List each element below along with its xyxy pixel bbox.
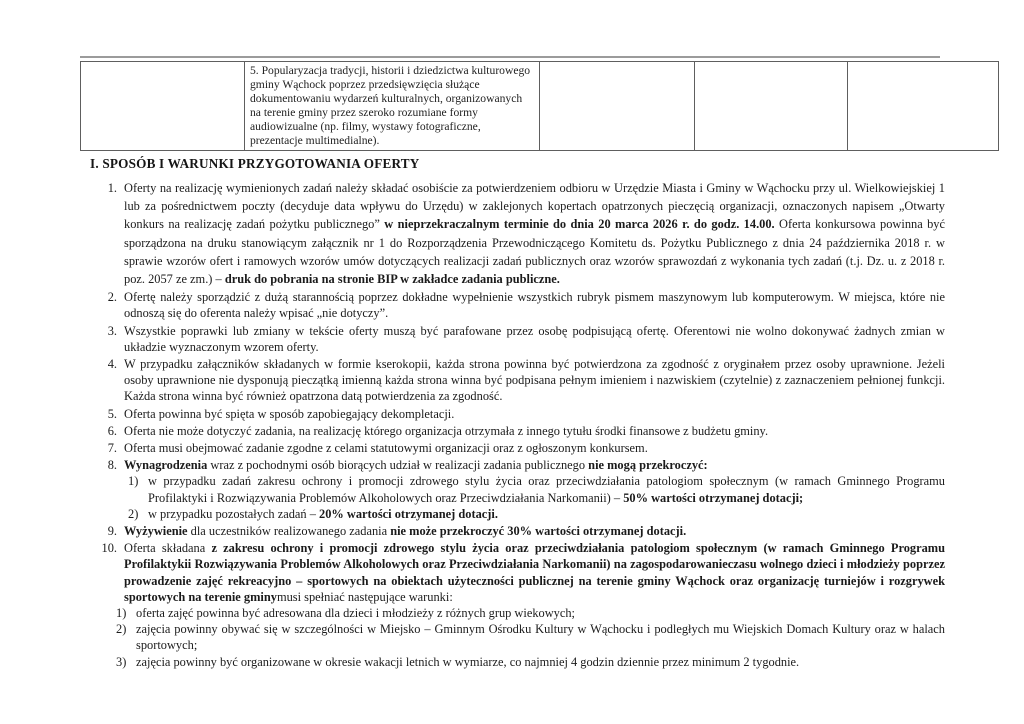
sub-item-8-1 xyxy=(124,473,945,505)
tasks-table xyxy=(80,61,999,151)
section-content xyxy=(90,156,945,671)
item-text xyxy=(124,423,945,439)
text-segment: dla uczestników realizowanego zadania xyxy=(187,524,391,539)
list-item-3 xyxy=(90,323,945,355)
text-segment-bold: w nieprzekraczalnym terminie do dnia 20 marca 2026 r. do godz. 14.00. xyxy=(384,217,775,232)
text-segment: Oferta musi obejmować zadanie zgodne z celami statutowymi organizacji oraz z ogłoszonym konkursem. xyxy=(124,441,648,456)
list-item-10 xyxy=(90,540,945,670)
sub-item-10-2 xyxy=(116,621,945,653)
text-segment: W przypadku załączników składanych w formie kserokopii, każda strona powinna być potwierdzona za zgodność z oryginałem przez osoby uprawnione. Jeżeli osoby uprawnione nie dysponują pieczątką imienną każda strona winna być podpisana pełnym imieniem i nazwiskiem (czytelnie) z zaznaczeniem pełnionej funkcji. Każda strona winna być również opatrzona datą potwierdzenia za zgodność. xyxy=(124,357,945,404)
text-segment-bold: Wyżywienie xyxy=(124,524,188,539)
item-text xyxy=(124,540,945,605)
text-segment: Oferta składana xyxy=(124,541,212,556)
list-item-5 xyxy=(90,406,945,422)
item-number: 9. xyxy=(107,524,117,539)
text-segment: zajęcia powinny być organizowane w okresie wakacji letnich w wymiarze, co najmniej 4 godzin dziennie przez minimum 2 tygodnie. xyxy=(136,654,800,669)
item-text xyxy=(124,523,945,539)
text-segment: Oferty na realizację wymienionych zadań należy składać osobiście za potwierdzeniem odbioru w Urzędzie Miasta i Gminy w Wąchocku przy ul. Wielkowiejskiej 1 lub za pośrednictwem poczty (decyduje data wpływu do Urzędu) w zaklejonych kopertach opatrzonych pieczęcią organizacji, oznaczonych napisem „Otwarty konkurs na realizację zadań pożytku publicznego” xyxy=(124,181,945,232)
list-item-2 xyxy=(90,289,945,321)
sub-item-text xyxy=(148,473,945,505)
task-description-cell xyxy=(245,62,540,151)
section-title: I. SPOSÓB I WARUNKI PRZYGOTOWANIA OFERTY xyxy=(90,156,420,171)
text-segment-bold: 20% wartości otrzymanej dotacji. xyxy=(319,506,498,521)
item-text xyxy=(124,179,945,288)
sub-item-number: 1) xyxy=(116,606,127,621)
item-text xyxy=(124,457,945,473)
item-number: 2. xyxy=(107,290,117,305)
text-segment: w przypadku pozostałych zadań – xyxy=(148,506,320,521)
text-segment-bold: nie może przekroczyć 30% wartości otrzymanej dotacji. xyxy=(390,524,687,539)
list-item-8 xyxy=(90,457,945,522)
item-number: 6. xyxy=(107,423,117,438)
sub-item-number: 2) xyxy=(128,506,139,521)
sub-item-number: 1) xyxy=(128,474,139,489)
text-segment-bold: 50% wartości otrzymanej dotacji; xyxy=(623,490,804,505)
item-text xyxy=(124,406,945,422)
item-number: 3. xyxy=(107,323,117,338)
table-cell-empty-4 xyxy=(848,62,999,151)
sub-item-8-2 xyxy=(124,506,945,522)
text-segment: musi spełniać następujące warunki: xyxy=(276,589,453,604)
table-cell-empty-1 xyxy=(81,62,245,151)
list-item-4 xyxy=(90,356,945,405)
text-segment: w przypadku zadań zakresu ochrony i promocji zdrowego stylu życia oraz przeciwdziałania patologiom społecznym (w ramach Gminnego Programu Profilaktyki i Rozwiązywania Problemów Alkoholowych oraz Przeciwdziałania Narkomanii) – xyxy=(148,474,945,505)
item-text xyxy=(124,323,945,355)
sub-item-number: 3) xyxy=(116,654,127,669)
sub-item-text xyxy=(136,605,945,621)
text-segment: zajęcia powinny obywać się w szczególności w Miejsko – Gminnym Ośrodku Kultury w Wąchocku i podległych mu Wiejskich Domach Kultury oraz w halach sportowych; xyxy=(136,622,945,653)
item-text xyxy=(124,440,945,456)
list-item-9 xyxy=(90,523,945,539)
sub-item-10-1 xyxy=(116,605,945,621)
sub-item-10-3 xyxy=(116,654,945,670)
item-number: 8. xyxy=(107,458,117,473)
item-number: 1. xyxy=(107,181,117,195)
text-segment: Oferta powinna być spięta w sposób zapobiegający dekompletacji. xyxy=(124,406,455,421)
text-segment-bold: nie mogą przekroczyć: xyxy=(588,458,708,473)
task-description-text: 5. Popularyzacja tradycji, historii i dziedzictwa kulturowego gminy Wąchock poprzez przedsięwzięcia służące dokumentowaniu wydarzeń kulturalnych, organizowanych na terenie gminy przez szeroko rozumiane formy audiowizualne (np. filmy, wystawy fotograficzne, prezentacje multimedialne). xyxy=(250,64,531,147)
text-segment-bold: z zakresu ochrony i promocji zdrowego stylu życia oraz przeciwdziałania patologiom społecznym (w ramach Gminnego Programu Profilaktykii Rozwiązywania Problemów Alkoholowych oraz Przeciwdziałania Narkomanii) na zagospodarowanieczasu wolnego dzieci i młodzieży poprzez prowadzenie zajęć rekreacyjno – sportowych na obiektach użyteczności publicznej na terenie gminy Wąchock oraz organizację turniejów i rozgrywek sportowych na terenie gminy xyxy=(124,541,946,604)
list-item-7 xyxy=(90,440,945,456)
text-segment: Ofertę należy sporządzić z dużą starannością poprzez dokładne wypełnienie wszystkich rubryk pismem maszynowym lub komputerowym. W miejsca, które nie odnoszą się do oferenta należy wpisać „nie dotyczy”. xyxy=(124,290,945,321)
previous-row-edge-line xyxy=(80,56,940,58)
item-number: 7. xyxy=(107,441,117,456)
text-segment: Oferta konkursowa powinna być sporządzona na druku stanowiącym załącznik nr 1 do Rozporządzenia Przewodniczącego Komitetu ds. Pożytku Publicznego z dnia 24 października 2018 r. w sprawie wzorów ofert i ramowych wzorów umów dotyczących realizacji zadań publicznych oraz wzorów sprawozdań z wykonania tych zadań (t.j. Dz. u. z 2018 r. poz. 2057 ze zm.) – xyxy=(124,217,945,287)
text-segment: wraz z pochodnymi osób biorących udział w realizacji zadania publicznego xyxy=(207,458,589,473)
item-text xyxy=(124,289,945,321)
sub-item-number: 2) xyxy=(116,622,127,637)
sub-item-text xyxy=(148,506,945,522)
item-text xyxy=(124,356,945,405)
item-number: 4. xyxy=(107,357,117,372)
text-segment-bold: Wynagrodzenia xyxy=(124,458,208,473)
table-cell-empty-2 xyxy=(540,62,695,151)
item-number: 5. xyxy=(107,406,117,421)
item-number: 10. xyxy=(101,541,117,556)
table-row xyxy=(81,62,999,151)
text-segment: oferta zajęć powinna być adresowana dla dzieci i młodzieży z różnych grup wiekowych; xyxy=(136,606,575,621)
text-segment: Wszystkie poprawki lub zmiany w tekście oferty muszą być parafowane przez osobę podpisującą ofertę. Oferentowi nie wolno dokonywać żadnych zmian w układzie wyznaczonym wzorem oferty. xyxy=(124,323,945,354)
list-item-1 xyxy=(90,179,945,288)
sub-item-text xyxy=(136,621,945,653)
list-item-6 xyxy=(90,423,945,439)
text-segment: Oferta nie może dotyczyć zadania, na realizację którego organizacja otrzymała z innego tytułu środki finansowe z budżetu gminy. xyxy=(124,423,769,438)
table-cell-empty-3 xyxy=(695,62,848,151)
text-segment-bold: druk do pobrania na stronie BIP w zakładce zadania publiczne. xyxy=(224,272,560,287)
sub-item-text xyxy=(136,654,945,670)
